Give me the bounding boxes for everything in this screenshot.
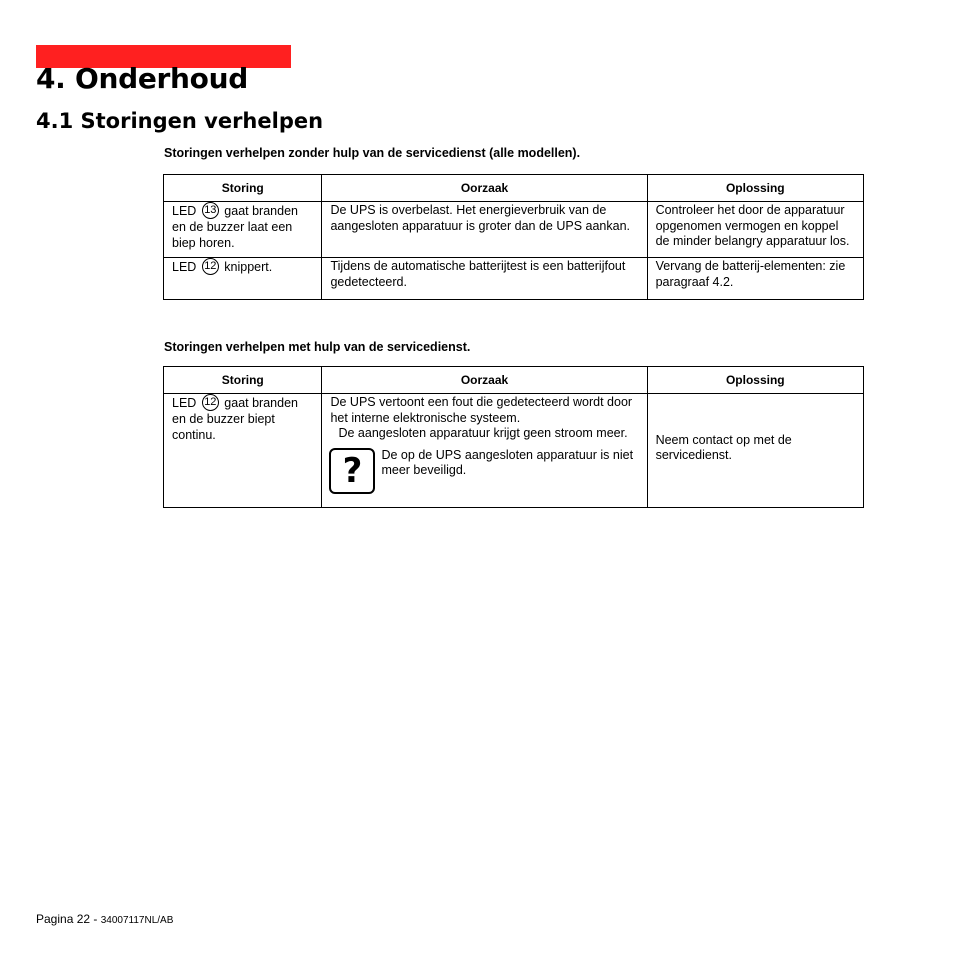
led-number-badge: 13 bbox=[202, 202, 219, 219]
warning-text: De op de UPS aangesloten apparatuur is niet meer beveiligd. bbox=[381, 447, 634, 477]
page-footer bbox=[36, 912, 173, 926]
oplossing-text: Neem contact op met de servicedienst. bbox=[655, 432, 792, 462]
table-header-row bbox=[164, 175, 864, 202]
oorzaak-cell: De UPS is overbelast. Het energieverbruik van de aangesloten apparatuur is groter dan de UPS aankan. bbox=[322, 202, 647, 258]
storing-text: gaat branden en de buzzer biept continu. bbox=[172, 395, 298, 442]
header-storing: Storing bbox=[164, 367, 322, 394]
oorzaak-cell bbox=[322, 394, 647, 508]
led-number-badge: 12 bbox=[202, 394, 219, 411]
oorzaak-cell: Tijdens de automatische batterijtest is een batterijfout gedetecteerd. bbox=[322, 258, 647, 300]
storing-prefix: LED bbox=[172, 395, 197, 410]
chapter-title: 4. Onderhoud bbox=[36, 62, 248, 95]
table-row bbox=[164, 202, 864, 258]
header-oplossing: Oplossing bbox=[647, 175, 863, 202]
storing-cell bbox=[164, 394, 322, 508]
header-oplossing: Oplossing bbox=[647, 367, 863, 394]
question-mark-icon: ? bbox=[329, 448, 375, 494]
storing-cell bbox=[164, 202, 322, 258]
oplossing-cell bbox=[647, 394, 863, 508]
oorzaak-consequence: De aangesloten apparatuur krijgt geen stroom meer. bbox=[338, 426, 628, 440]
table2-caption: Storingen verhelpen met hulp van de servicedienst. bbox=[164, 340, 471, 354]
troubleshooting-table-self bbox=[163, 174, 864, 300]
table-row bbox=[164, 394, 864, 508]
oplossing-cell: Controleer het door de apparatuur opgenomen vermogen en koppel de minder belangry apparatuur los. bbox=[647, 202, 863, 258]
header-oorzaak: Oorzaak bbox=[322, 175, 647, 202]
table-header-row bbox=[164, 367, 864, 394]
led-number-badge: 12 bbox=[202, 258, 219, 275]
oplossing-cell: Vervang de batterij-elementen: zie paragraaf 4.2. bbox=[647, 258, 863, 300]
document-code: 34007117NL/AB bbox=[100, 915, 174, 926]
storing-prefix: LED bbox=[172, 203, 197, 218]
table1-caption: Storingen verhelpen zonder hulp van de servicedienst (alle modellen). bbox=[164, 146, 581, 160]
oorzaak-text: De UPS vertoont een fout die gedetecteerd wordt door het interne elektronische systeem. bbox=[330, 395, 633, 425]
storing-text: knippert. bbox=[224, 259, 273, 274]
warning-note bbox=[330, 448, 643, 494]
header-oorzaak: Oorzaak bbox=[322, 367, 647, 394]
header-storing: Storing bbox=[164, 175, 322, 202]
page-number: Pagina 22 - bbox=[36, 912, 98, 926]
table-row bbox=[164, 258, 864, 300]
troubleshooting-table-service bbox=[163, 366, 864, 508]
storing-cell bbox=[164, 258, 322, 300]
section-title: 4.1 Storingen verhelpen bbox=[36, 109, 324, 133]
storing-text: gaat branden en de buzzer laat een biep horen. bbox=[172, 203, 298, 250]
storing-prefix: LED bbox=[172, 259, 197, 274]
